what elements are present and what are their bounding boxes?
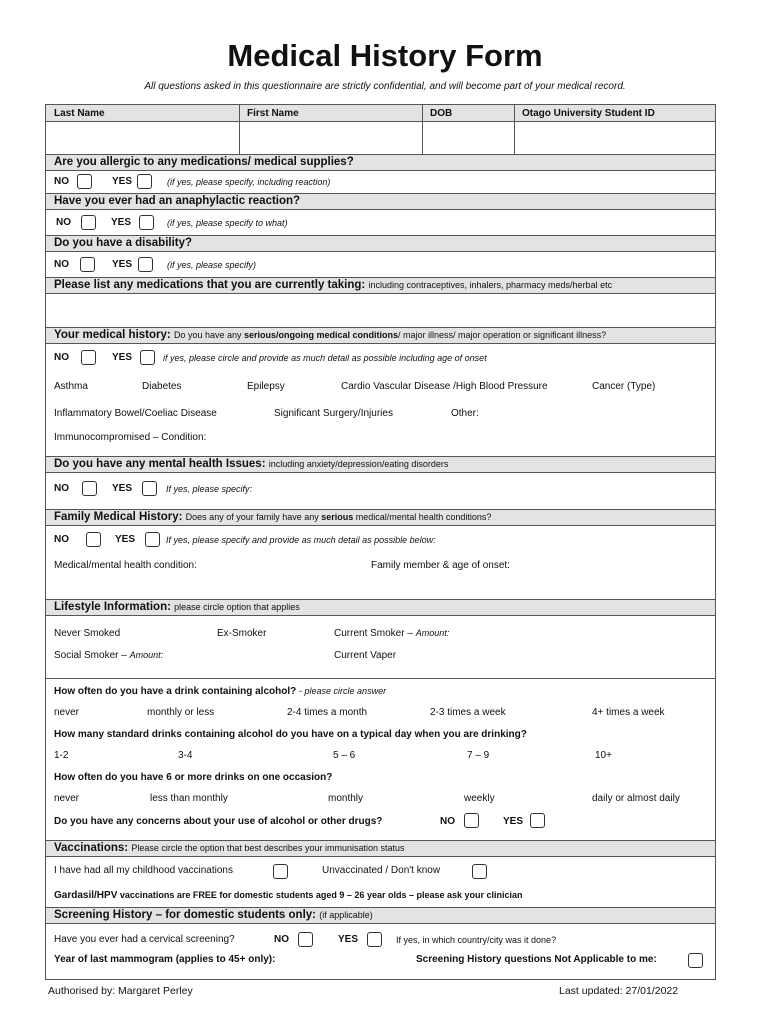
condition-option[interactable]: Immunocompromised – Condition: xyxy=(54,432,207,443)
ex-smoker-option[interactable]: Ex-Smoker xyxy=(217,628,267,639)
yes-label: YES xyxy=(112,483,133,494)
unvaccinated-checkbox[interactable] xyxy=(472,864,487,879)
no-label: NO xyxy=(54,176,69,187)
no-label: NO xyxy=(54,534,69,545)
family-history-note-pre: Does any of your family have any xyxy=(185,512,322,522)
family-history-body xyxy=(46,526,715,599)
mental-health-no-checkbox[interactable] xyxy=(82,481,97,496)
disability-question: Do you have a disability? xyxy=(46,235,715,252)
condition-option[interactable]: Asthma xyxy=(54,381,88,392)
family-history-header xyxy=(46,509,715,526)
allergy-no-checkbox[interactable] xyxy=(77,174,92,189)
no-label: NO xyxy=(54,352,69,363)
vaccinations-header xyxy=(46,840,715,857)
alcohol-concern-no-checkbox[interactable] xyxy=(464,813,479,828)
no-label: NO xyxy=(56,217,71,228)
mammogram-question: Year of last mammogram (applies to 45+ only): xyxy=(54,954,276,965)
mental-health-body xyxy=(46,473,715,509)
had-all-vaccinations-label: I have had all my childhood vaccinations xyxy=(54,865,233,876)
yes-label: YES xyxy=(112,176,133,187)
alcohol-binge-question: How often do you have 6 or more drinks on one occasion? xyxy=(54,772,333,783)
yes-label: YES xyxy=(112,259,133,270)
q3-option[interactable]: less than monthly xyxy=(150,793,228,804)
gardasil-rest: vaccinations are FREE for domestic students aged 9 – 26 year olds – please ask your clinician xyxy=(117,890,523,900)
q1-text: How often do you have a drink containing alcohol? xyxy=(54,686,297,697)
q2-option[interactable]: 3-4 xyxy=(178,750,193,761)
family-history-note-post: medical/mental health conditions? xyxy=(353,512,492,522)
student-id-header: Otago University Student ID xyxy=(522,108,655,119)
amount-label: Amount: xyxy=(129,650,164,660)
vaccinations-body xyxy=(46,857,715,907)
had-all-vaccinations-checkbox[interactable] xyxy=(273,864,288,879)
q1-option[interactable]: 4+ times a week xyxy=(592,707,665,718)
mental-health-note: including anxiety/depression/eating disorders xyxy=(268,459,449,469)
condition-option[interactable]: Other: xyxy=(451,408,479,419)
cervical-no-checkbox[interactable] xyxy=(298,932,313,947)
screening-note: (if applicable) xyxy=(319,910,373,920)
q2-option[interactable]: 10+ xyxy=(595,750,612,761)
medical-history-note-bold: serious/ongoing medical conditions xyxy=(243,330,398,340)
authorised-by: Authorised by: Margaret Perley xyxy=(48,985,193,997)
last-name-header: Last Name xyxy=(54,108,105,119)
medical-history-body xyxy=(46,344,715,456)
medications-field[interactable] xyxy=(46,294,715,327)
family-history-note-bold: serious xyxy=(321,512,354,522)
no-label: NO xyxy=(54,483,69,494)
medical-history-heading: Your medical history: xyxy=(54,329,171,341)
alcohol-concern-yes-checkbox[interactable] xyxy=(530,813,545,828)
never-smoked-option[interactable]: Never Smoked xyxy=(54,628,121,639)
family-history-instruction: If yes, please specify and provide as much detail as possible below: xyxy=(166,535,436,545)
first-name-header: First Name xyxy=(247,108,299,119)
first-name-field[interactable] xyxy=(240,122,422,154)
no-label: NO xyxy=(274,934,289,945)
cervical-yes-checkbox[interactable] xyxy=(367,932,382,947)
screening-heading: Screening History – for domestic students only: xyxy=(54,909,316,921)
social-smoker-option[interactable] xyxy=(54,650,163,661)
vaccinations-note: Please circle the option that best describes your immunisation status xyxy=(131,843,405,853)
lifestyle-header xyxy=(46,599,715,616)
medications-header xyxy=(46,277,715,294)
mental-health-yes-checkbox[interactable] xyxy=(142,481,157,496)
condition-option[interactable]: Cancer (Type) xyxy=(592,381,656,392)
student-id-field[interactable] xyxy=(515,122,715,154)
medical-history-instruction: if yes, please circle and provide as much detail as possible including age of onset xyxy=(163,353,487,363)
current-smoker-option[interactable] xyxy=(334,628,449,639)
lifestyle-note: please circle option that applies xyxy=(174,602,300,612)
allergy-answer-row xyxy=(46,171,715,193)
disability-yes-checkbox[interactable] xyxy=(138,257,153,272)
condition-option[interactable]: Epilepsy xyxy=(247,381,285,392)
medical-history-note-pre: Do you have any xyxy=(173,330,244,340)
yes-label: YES xyxy=(503,816,524,827)
disability-note: (if yes, please specify) xyxy=(167,260,257,270)
no-label: NO xyxy=(440,816,455,827)
anaphylaxis-note: (if yes, please specify to what) xyxy=(167,218,288,228)
medical-history-header xyxy=(46,327,715,344)
yes-label: YES xyxy=(112,352,133,363)
lifestyle-body xyxy=(46,616,715,678)
amount-label: Amount: xyxy=(415,628,450,638)
q2-option[interactable]: 1-2 xyxy=(54,750,69,761)
alcohol-section xyxy=(46,679,715,840)
disability-answer-row xyxy=(46,252,715,276)
q3-option[interactable]: monthly xyxy=(328,793,364,804)
mental-health-instruction: If yes, please specify: xyxy=(166,484,253,494)
id-input-row xyxy=(46,122,715,154)
allergy-note: (if yes, please specify, including reaction) xyxy=(167,177,331,187)
last-name-field[interactable] xyxy=(46,122,239,154)
q2-option[interactable]: 5 – 6 xyxy=(333,750,356,761)
current-smoker-label: Current Smoker – xyxy=(334,628,413,639)
q1-note: - please circle answer xyxy=(299,686,387,696)
q3-option[interactable]: weekly xyxy=(464,793,495,804)
id-table-header xyxy=(46,105,715,122)
q2-option[interactable]: 7 – 9 xyxy=(467,750,490,761)
gardasil-note xyxy=(54,890,523,901)
condition-option[interactable]: Cardio Vascular Disease /High Blood Pressure xyxy=(341,381,548,392)
anaphylaxis-question: Have you ever had an anaphylactic reaction? xyxy=(46,193,715,210)
family-history-yes-checkbox[interactable] xyxy=(145,532,160,547)
page-title: Medical History Form xyxy=(227,38,543,73)
vaccinations-heading: Vaccinations: xyxy=(54,842,129,854)
q1-option[interactable]: 2-4 times a month xyxy=(287,707,368,718)
condition-option[interactable]: Significant Surgery/Injuries xyxy=(274,408,393,419)
page-subtitle: All questions asked in this questionnaire are strictly confidential, and will become part of your medical record. xyxy=(144,81,626,92)
medical-form xyxy=(45,104,716,980)
family-condition-label: Medical/mental health condition: xyxy=(54,560,197,571)
cervical-where: If yes, in which country/city was it done? xyxy=(396,935,557,945)
anaphylaxis-answer-row xyxy=(46,210,715,234)
medical-history-no-checkbox[interactable] xyxy=(81,350,96,365)
alcohol-drinks-question: How many standard drinks containing alcohol do you have on a typical day when you are drinking? xyxy=(54,729,527,740)
gardasil-bold: Gardasil/HPV xyxy=(54,890,118,901)
anaphylaxis-no-checkbox[interactable] xyxy=(81,215,96,230)
not-applicable-label: Screening History questions Not Applicable to me: xyxy=(416,954,657,965)
family-history-heading: Family Medical History: xyxy=(54,511,183,523)
yes-label: YES xyxy=(111,217,132,228)
family-member-label: Family member & age of onset: xyxy=(371,560,510,571)
dob-field[interactable] xyxy=(423,122,514,154)
dob-header: DOB xyxy=(430,108,453,119)
disability-no-checkbox[interactable] xyxy=(80,257,95,272)
current-vaper-option[interactable]: Current Vaper xyxy=(334,650,397,661)
medications-note: including contraceptives, inhalers, pharmacy meds/herbal etc xyxy=(368,280,613,290)
mental-health-question: Do you have any mental health Issues: xyxy=(54,458,266,470)
q3-option[interactable]: daily or almost daily xyxy=(592,793,680,804)
screening-header xyxy=(46,907,715,924)
q1-option[interactable]: 2-3 times a week xyxy=(430,707,506,718)
family-history-no-checkbox[interactable] xyxy=(86,532,101,547)
last-updated: Last updated: 27/01/2022 xyxy=(559,985,679,997)
lifestyle-heading: Lifestyle Information: xyxy=(54,601,171,613)
allergy-question: Are you allergic to any medications/ medical supplies? xyxy=(46,154,715,171)
q1-option[interactable]: never xyxy=(54,707,80,718)
alcohol-frequency-question xyxy=(54,686,386,697)
cervical-question: Have you ever had a cervical screening? xyxy=(54,934,235,945)
yes-label: YES xyxy=(338,934,359,945)
not-applicable-checkbox[interactable] xyxy=(688,953,703,968)
mental-health-header xyxy=(46,456,715,473)
social-smoker-label: Social Smoker – xyxy=(54,650,127,661)
q3-option[interactable]: never xyxy=(54,793,80,804)
alcohol-concern-question: Do you have any concerns about your use of alcohol or other drugs? xyxy=(54,816,383,827)
screening-body xyxy=(46,924,715,980)
condition-option[interactable]: Inflammatory Bowel/Coeliac Disease xyxy=(54,408,217,419)
allergy-yes-checkbox[interactable] xyxy=(137,174,152,189)
medical-history-yes-checkbox[interactable] xyxy=(140,350,155,365)
no-label: NO xyxy=(54,259,69,270)
condition-option[interactable]: Diabetes xyxy=(142,381,182,392)
yes-label: YES xyxy=(115,534,136,545)
medical-history-note-post: / major illness/ major operation or significant illness? xyxy=(398,330,607,340)
unvaccinated-label: Unvaccinated / Don't know xyxy=(322,865,441,876)
medications-question: Please list any medications that you are currently taking: xyxy=(54,279,366,291)
q1-option[interactable]: monthly or less xyxy=(147,707,215,718)
anaphylaxis-yes-checkbox[interactable] xyxy=(139,215,154,230)
